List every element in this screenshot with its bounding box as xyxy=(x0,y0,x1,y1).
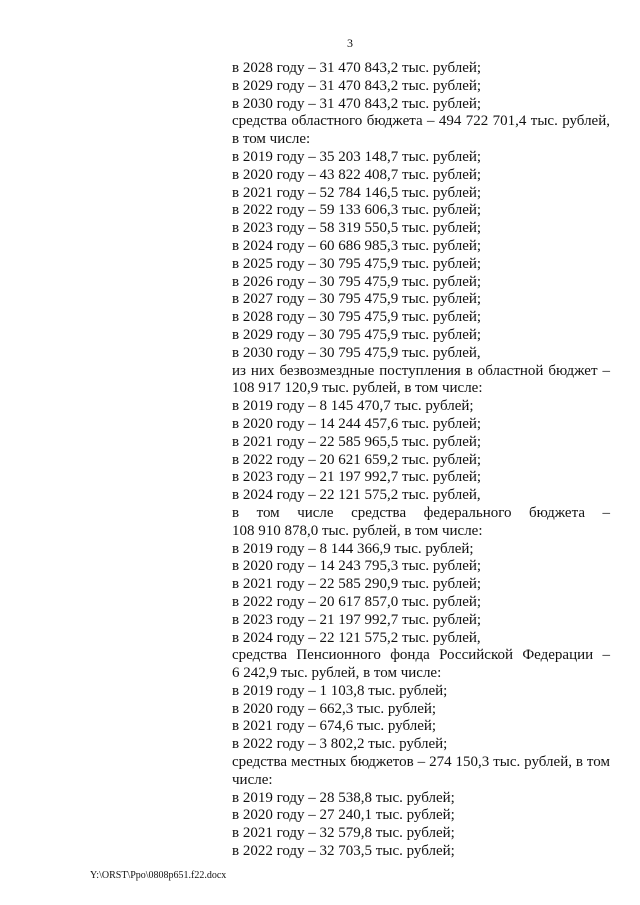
text-line: в 2020 году – 14 244 457,6 тыс. рублей; xyxy=(232,415,482,432)
text-line: в 2020 году – 14 243 795,3 тыс. рублей; xyxy=(232,558,482,575)
text-line: 108 910 878,0 тыс. рублей, в том числе: xyxy=(232,522,483,539)
text-line: в 2028 году – 30 795 475,9 тыс. рублей; xyxy=(232,309,482,326)
text-line: в 2026 году – 30 795 475,9 тыс. рублей; xyxy=(232,273,482,290)
text-line: в 2020 году – 27 240,1 тыс. рублей; xyxy=(232,807,455,824)
text-line: в том числе: xyxy=(232,131,311,148)
text-line: в 2024 году – 22 121 575,2 тыс. рублей, xyxy=(232,487,481,504)
text-line: в 2021 году – 32 579,8 тыс. рублей; xyxy=(232,825,455,842)
text-line: в 2021 году – 22 585 965,5 тыс. рублей; xyxy=(232,433,482,450)
text-line: в 2021 году – 22 585 290,9 тыс. рублей; xyxy=(232,576,482,593)
text-line: в 2019 году – 8 145 470,7 тыс. рублей; xyxy=(232,398,474,415)
text-line: в 2020 году – 662,3 тыс. рублей; xyxy=(232,700,437,717)
text-line: в 2022 году – 59 133 606,3 тыс. рублей; xyxy=(232,202,482,219)
text-line: в 2022 году – 3 802,2 тыс. рублей; xyxy=(232,736,448,753)
text-line: в 2020 году – 43 822 408,7 тыс. рублей; xyxy=(232,166,482,183)
text-line: в 2023 году – 21 197 992,7 тыс. рублей; xyxy=(232,469,482,486)
text-line: в 2028 году – 31 470 843,2 тыс. рублей; xyxy=(232,60,482,76)
page-number: 3 xyxy=(347,36,353,50)
text-line: в 2023 году – 58 319 550,5 тыс. рублей; xyxy=(232,220,482,237)
text-line: 108 917 120,9 тыс. рублей, в том числе: xyxy=(232,380,483,397)
text-line: в 2030 году – 31 470 843,2 тыс. рублей; xyxy=(232,95,482,112)
text-line: в 2024 году – 22 121 575,2 тыс. рублей, xyxy=(232,629,481,646)
text-line: в 2019 году – 1 103,8 тыс. рублей; xyxy=(232,682,448,699)
text-line: в 2019 году – 8 144 366,9 тыс. рублей; xyxy=(232,540,474,557)
text-line: числе: xyxy=(232,771,273,788)
text-line: в 2025 году – 30 795 475,9 тыс. рублей; xyxy=(232,255,482,272)
text-line: 6 242,9 тыс. рублей, в том числе: xyxy=(232,665,442,682)
text-line: в 2021 году – 674,6 тыс. рублей; xyxy=(232,718,437,735)
document-body xyxy=(232,60,610,861)
text-line: в 2022 году – 20 621 659,2 тыс. рублей; xyxy=(232,451,482,468)
text-line: из них безвозмездные поступления в областной бюджет – xyxy=(232,362,610,379)
text-line: в том числе средства федерального бюджета – xyxy=(232,504,610,521)
text-line: в 2029 году – 31 470 843,2 тыс. рублей; xyxy=(232,77,482,94)
text-line: в 2024 году – 60 686 985,3 тыс. рублей; xyxy=(232,237,482,254)
footer-file-path: Y:\ORST\Ppo\0808p651.f22.docx xyxy=(90,870,227,881)
text-line: в 2021 году – 52 784 146,5 тыс. рублей; xyxy=(232,184,482,201)
text-line: в 2019 году – 28 538,8 тыс. рублей; xyxy=(232,789,455,806)
text-line: в 2030 году – 30 795 475,9 тыс. рублей, xyxy=(232,344,481,361)
text-line: средства областного бюджета – 494 722 701,4 тыс. рублей, xyxy=(232,113,610,130)
text-line: в 2027 году – 30 795 475,9 тыс. рублей; xyxy=(232,291,482,308)
text-line: в 2022 году – 32 703,5 тыс. рублей; xyxy=(232,843,455,860)
text-line: в 2023 году – 21 197 992,7 тыс. рублей; xyxy=(232,611,482,628)
text-line: средства Пенсионного фонда Российской Федерации – xyxy=(232,647,610,664)
text-line: в 2019 году – 35 203 148,7 тыс. рублей; xyxy=(232,148,482,165)
text-line: средства местных бюджетов – 274 150,3 тыс. рублей, в том xyxy=(232,754,610,771)
text-line: в 2022 году – 20 617 857,0 тыс. рублей; xyxy=(232,593,482,610)
text-line: в 2029 году – 30 795 475,9 тыс. рублей; xyxy=(232,326,482,343)
